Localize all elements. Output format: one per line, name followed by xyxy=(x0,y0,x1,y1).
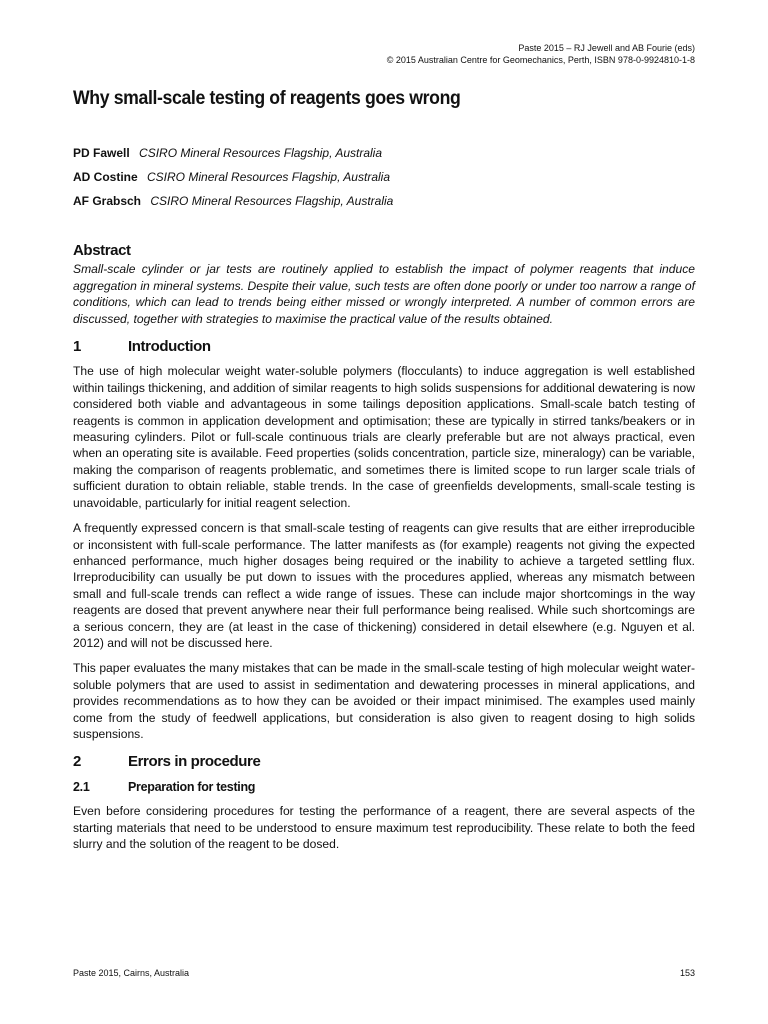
preparation-paragraph: Even before considering procedures for testing the performance of a reagent, there are several aspects of the starting materials that need to be understood to ensure maximum test reproducibility. These relate to both the feed slurry and the solution of the reagent to be dosed. xyxy=(73,804,695,851)
author-name: PD Fawell xyxy=(73,146,130,160)
subsection-number: 2.1 xyxy=(73,779,90,794)
running-header xyxy=(387,42,695,66)
subsection-heading-preparation xyxy=(73,779,695,795)
abstract-heading: Abstract xyxy=(73,242,131,259)
author-name: AF Grabsch xyxy=(73,194,142,208)
abstract-text: Small-scale cylinder or jar tests are routinely applied to establish the impact of polymer reagents that induce aggregation in mineral systems. Despite their value, such tests are often done poorly or under too narrow a range of conditions, which can lead to trends being either missed or wrongly interpreted. A number of common errors are discussed, together with strategies to maximise the practical value of the results obtained. xyxy=(73,262,695,326)
author-list xyxy=(73,141,703,213)
header-line-1: Paste 2015 – RJ Jewell and AB Fourie (eds) xyxy=(518,43,695,53)
page-footer xyxy=(73,968,695,978)
section-title: Introduction xyxy=(128,338,211,356)
author-affiliation: CSIRO Mineral Resources Flagship, Australia xyxy=(139,146,383,160)
author-name: AD Costine xyxy=(73,170,138,184)
author-row xyxy=(73,189,703,213)
author-affiliation: CSIRO Mineral Resources Flagship, Australia xyxy=(147,170,390,184)
intro-paragraph-1: The use of high molecular weight water-soluble polymers (flocculants) to induce aggregation is well established within tailings thickening, and addition of similar reagents to high solids suspensions for additional dewatering is now considered both viable and advantageous in some tailings deposition applications. Small-scale batch testing of reagents is common in application development and optimisation; these are typically in stirred tanks/beakers or in measuring cylinders. Pilot or full-scale continuous trials are clearly preferable but are not always practical, even when an operating site is available. Feed properties (solids concentration, particle size, mineralogy) can be variable, making the comparison of reagents problematic, and sometimes there is limited scope to run larger scale trials of sufficient duration to obtain reliable, stable trends. In the case of greenfields developments, small-scale testing is unavoidable, particularly for initial reagent selection. xyxy=(73,364,695,510)
paper-title: Why small-scale testing of reagents goes wrong xyxy=(73,88,461,109)
section-number: 1 xyxy=(73,338,81,356)
section-heading-errors xyxy=(73,754,695,770)
page-number: 153 xyxy=(679,968,695,978)
section-title: Errors in procedure xyxy=(128,753,261,771)
intro-paragraph-2: A frequently expressed concern is that small-scale testing of reagents can give results that are either irreproducible or inconsistent with full-scale performance. The latter manifests as (for example) reagents not giving the expected enhanced performance, much higher dosages being required or the inability to achieve a targeted settling flux. Irreproducibility can usually be put down to issues with the procedures applied, whereas any mismatch between small and full-scale trends can reflect a wide range of issues. These can include major shortcomings in the way reagents are dosed that prevent anywhere near their full performance being realised. While such shortcomings are a serious concern, they are (at least in the case of thickening) considered in detail elsewhere (e.g. Nguyen et al. 2012) and will not be discussed here. xyxy=(73,521,695,650)
header-line-2: © 2015 Australian Centre for Geomechanics, Perth, ISBN 978-0-9924810-1-8 xyxy=(386,55,695,65)
section-heading-introduction xyxy=(73,339,695,355)
subsection-title: Preparation for testing xyxy=(128,779,256,794)
author-affiliation: CSIRO Mineral Resources Flagship, Australia xyxy=(150,194,394,208)
author-row xyxy=(73,165,703,189)
footer-conference: Paste 2015, Cairns, Australia xyxy=(73,968,190,978)
body-text xyxy=(73,243,695,861)
author-row xyxy=(73,141,703,165)
intro-paragraph-3: This paper evaluates the many mistakes that can be made in the small-scale testing of high molecular weight water-soluble polymers that are used to assist in sedimentation and dewatering processes in mineral applications, and provides recommendations as to how they can be avoided or their impact minimised. The examples used mainly come from the study of feedwell applications, but consideration is also given to reagent dosing to high solids suspensions. xyxy=(73,661,695,741)
section-number: 2 xyxy=(73,753,81,771)
